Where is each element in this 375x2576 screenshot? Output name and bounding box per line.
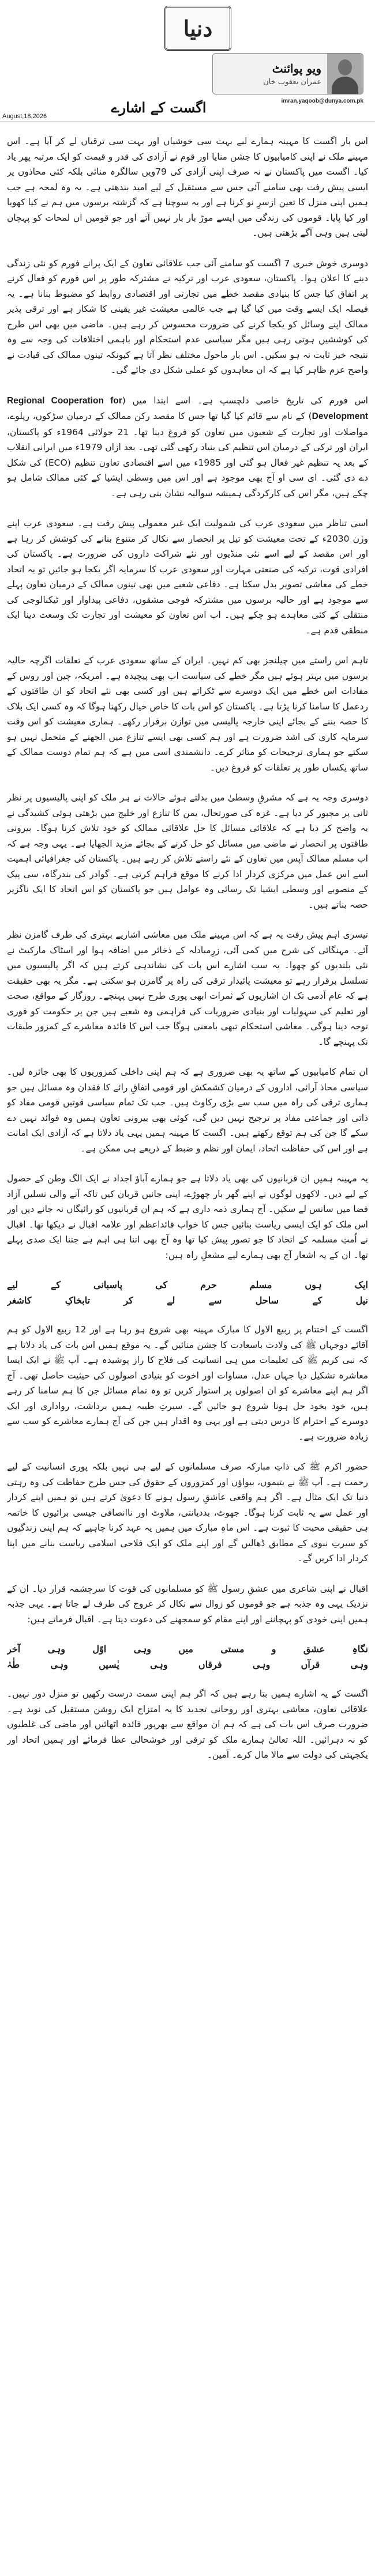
paragraph-3-body: کے نام سے قائم کیا گیا تھا جس کا مقصد رکن ممالک کے درمیان سڑکوں، ریلوے، مواصلات اور تجارت کے شعبوں میں تعاون کو فروغ دینا تھا۔ 21 جولائی 1964ء کو پاکستان، ایران اور ترکی کے درمیان اس تنظیم کی بنیاد رکھی گئی تھی۔ بعد ازاں 1979ء میں ایرانی انقلاب کے بعد یہ تنظیم غیر فعال ہو گئی اور 1985ء میں اسے اقتصادی تعاون تنظیم (ECO) کی شکل دے دی گئی۔ ای سی او آج بھی موجود ہے اور اس میں وسطی ایشیا کے کئی ممالک شامل ہو چکے ہیں، مگر اس کی کارکردگی ہمیشہ سوالیہ نشان بنی رہی ہے۔ bbox=[7, 411, 368, 498]
masthead bbox=[0, 0, 375, 122]
author-email[interactable]: imran.yaqoob@dunya.com.pk bbox=[281, 98, 363, 104]
article-paragraph-11: حضور اکرم ﷺ کی ذاتِ مبارکہ صرف مسلمانوں کے لیے ہی نہیں بلکہ پوری انسانیت کے لیے رحمت ہے۔ آپ ﷺ نے یتیموں، بیواؤں اور کمزوروں کے حقوق کی جس طرح حفاظت کی وہ رہتی دنیا تک ایک مثال ہے۔ اگر ہم واقعی عاشقِ رسول ہونے کا دعویٰ کرتے ہیں تو ہمیں اپنے کردار اور عمل سے یہ ثابت کرنا ہوگا۔ جھوٹ، بددیانتی، ملاوٹ اور ناانصافی جیسی برائیوں کا خاتمہ ہی حقیقی محبت کا ثبوت ہے۔ اس ماہِ مبارک میں ہمیں یہ عہد کرنا چاہیے کہ ہم اپنی زندگیوں کو سیرتِ نبوی کے مطابق ڈھالیں گے اور اپنے ملک کو ایک فلاحی اسلامی ریاست بنانے میں اپنا کردار ادا کریں گے۔ bbox=[7, 1461, 368, 1563]
article-paragraph-9: یہ مہینہ ہمیں ان قربانیوں کی بھی یاد دلاتا ہے جو ہمارے آباؤ اجداد نے ایک الگ وطن کے حصول کے لیے دیں۔ لاکھوں لوگوں نے اپنے گھر بار چھوڑے، اپنی جانیں قربان کیں تاکہ آنے والی نسلیں آزاد فضا میں سانس لے سکیں۔ آج ہماری ذمہ داری ہے کہ ہم ان قربانیوں کو رائیگاں نہ جانے دیں اور اس ملک کو ایک ایسی ریاست بنائیں جس کا خواب قائداعظم اور علامہ اقبال نے دیکھا تھا۔ اقبال نے اُمتِ مسلمہ کے اتحاد کا جو تصور پیش کیا تھا وہ آج بھی اتنا ہی اہم ہے جتنا ایک صدی پہلے تھا۔ ان کے یہ اشعار آج بھی ہمارے لیے مشعلِ راہ ہیں: bbox=[7, 1173, 368, 1260]
rcd-english-name: Regional Cooperation for Development bbox=[7, 395, 368, 421]
verse-line-1: ایک ہوں مسلم حرم کی پاسبانی کے لیے bbox=[7, 1279, 368, 1290]
article-paragraph-6: دوسری وجہ یہ ہے کہ مشرقِ وسطیٰ میں بدلتے ہوئے حالات نے ہر ملک کو اپنی پالیسیوں پر نظر ثانی پر مجبور کر دیا ہے۔ غزہ کی صورتحال، یمن کا تنازع اور خلیج میں بڑھتی ہوئی کشیدگی نے یہ واضح کر دیا ہے کہ علاقائی مسائل کا حل علاقائی ممالک کو خود تلاش کرنا ہوگا۔ بیرونی طاقتوں پر انحصار نے ماضی میں مسائل کو حل کرنے کے بجائے مزید الجھایا ہے۔ یہی وجہ ہے کہ اب مسلم ممالک آپس میں تعاون کے نئے راستے تلاش کر رہے ہیں۔ پاکستان کی جغرافیائی اہمیت اسے اس عمل میں مرکزی کردار ادا کرنے کا موقع فراہم کرتی ہے۔ گوادر کی بندرگاہ، سی پیک کے منصوبے اور وسطی ایشیا تک رسائی وہ عوامل ہیں جو پاکستان کو اس اتحاد کا ایک ناگزیر حصہ بناتے ہیں۔ bbox=[7, 792, 368, 910]
verse-block-2 bbox=[7, 1642, 368, 1672]
article-paragraph-4: اسی تناظر میں سعودی عرب کی شمولیت ایک غیر معمولی پیش رفت ہے۔ سعودی عرب اپنے وژن 2030ء کے تحت معیشت کو تیل پر انحصار سے نکال کر متنوع بنانے کی کوشش کر رہا ہے اور اس مقصد کے لیے اسے نئی منڈیوں اور نئے شراکت داروں کی ضرورت ہے۔ پاکستان کی افرادی قوت، ترکیہ کی صنعتی مہارت اور سعودی عرب کا سرمایہ اگر یکجا ہو جائیں تو یہ اتحاد خطے کی معاشی تصویر بدل سکتا ہے۔ دفاعی شعبے میں بھی تینوں ممالک کے درمیان تعاون پہلے سے موجود ہے اور حالیہ برسوں میں مشترکہ فوجی مشقوں، دفاعی پیداوار اور ٹیکنالوجی کی منتقلی کے کئی معاہدے ہو چکے ہیں۔ اب اس تعاون کو معیشت اور تجارت تک وسعت دینا ایک منطقی قدم ہے۔ bbox=[7, 518, 368, 636]
verse-line-3: نگاہِ عشق و مستی میں وہی اوّل وہی آخر bbox=[7, 1644, 368, 1655]
author-photo-head bbox=[338, 59, 352, 75]
article-paragraph-12: اقبال نے اپنی شاعری میں عشقِ رسول ﷺ کو مسلمانوں کی قوت کا سرچشمہ قرار دیا۔ ان کے نزدیک یہی وہ جذبہ ہے جو قوموں کو زوال سے نکال کر عروج کی طرف لے جاتا ہے۔ یہی جذبہ ہمیں اپنی خودی کو پہچاننے اور اپنے مقام کو سمجھنے کی دعوت دیتا ہے۔ اقبال فرماتے ہیں: bbox=[7, 1583, 368, 1625]
author-name: عمران یعقوب خان bbox=[263, 77, 321, 86]
article-paragraph-8: ان تمام کامیابیوں کے ساتھ یہ بھی ضروری ہے کہ ہم اپنی داخلی کمزوریوں کا بھی جائزہ لیں۔ سیاسی محاذ آرائی، اداروں کے درمیان کشمکش اور قومی اتفاقِ رائے کا فقدان وہ مسائل ہیں جو ہماری ترقی کی راہ میں سب سے بڑی رکاوٹ ہیں۔ جب تک تمام سیاسی قوتیں قومی مفاد کو ذاتی اور جماعتی مفاد پر ترجیح نہیں دیں گی، کوئی بھی بیرونی تعاون ہمیں وہ فوائد نہیں دے سکے گا جن کی ہم توقع رکھتے ہیں۔ اگست کا مہینہ ہمیں یہی یاد دلاتا ہے کہ آزادی ایک امانت ہے اور اس کی حفاظت اتحاد، ایمان اور نظم و ضبط کے ذریعے ہی ممکن ہے۔ bbox=[7, 1067, 368, 1154]
author-photo-shoulders bbox=[332, 77, 358, 94]
article-paragraph-2: دوسری خوش خبری 7 اگست کو سامنے آئی جب علاقائی تعاون کے ایک پرانے فورم کو نئی زندگی دینے کا اعلان ہوا۔ پاکستان، سعودی عرب اور ترکیہ نے مشترکہ طور پر اس فورم کو فعال کرنے پر اتفاق کیا جس کا بنیادی مقصد خطے میں تجارتی اور اقتصادی روابط کو مضبوط بنانا ہے۔ یہ فیصلہ ایک ایسے وقت میں کیا گیا ہے جب عالمی معیشت غیر یقینی کا شکار ہے اور ترقی پذیر ممالک اپنے وسائل کو یکجا کرنے کی ضرورت محسوس کر رہے ہیں۔ ماضی میں بھی اس طرح کی کوششیں ہوتی رہی ہیں مگر سیاسی عدم استحکام اور باہمی اختلافات کی وجہ سے وہ نتیجہ خیز ثابت نہ ہو سکیں۔ اس بار ماحول مختلف نظر آتا ہے کیونکہ تینوں ممالک کی قیادت نے واضح عزم ظاہر کیا ہے کہ ان معاہدوں کو عملی شکل دی جائے گی۔ bbox=[7, 258, 368, 375]
verse-block-1 bbox=[7, 1278, 368, 1308]
publication-date: August,18,2026 bbox=[2, 113, 47, 120]
article-body bbox=[7, 134, 368, 2569]
article-paragraph-3: اس فورم کی تاریخ خاصی دلچسپ ہے۔ اسے ابتدا میں (Regional Cooperation for Development) کے نام سے قائم کیا گیا تھا جس کا مقصد رکن ممالک کے درمیان سڑکوں، ریلوے، مواصلات اور تجارت کے شعبوں میں تعاون کو فروغ دینا تھا۔ 21 جولائی 1964ء کو پاکستان، ایران اور ترکی کے درمیان اس تنظیم کی بنیاد رکھی گئی تھی۔ بعد ازاں 1979ء میں ایرانی انقلاب کے بعد یہ تنظیم غیر فعال ہو گئی اور 1985ء میں اسے اقتصادی تعاون تنظیم (ECO) کی شکل دے دی گئی۔ ای سی او آج بھی موجود ہے اور اس میں وسطی ایشیا کے کئی ممالک شامل ہو چکے ہیں، مگر اس کی کارکردگی ہمیشہ سوالیہ نشان بنی رہی ہے۔ bbox=[7, 395, 368, 498]
article-paragraph-10: اگست کے اختتام پر ربیع الاول کا مبارک مہینہ بھی شروع ہو رہا ہے اور 12 ربیع الاول کو ہم آقائے دوجہاں ﷺ کی ولادت باسعادت کا جشن منائیں گے۔ یہ موقع ہمیں اس بات کی یاد دلاتا ہے کہ نبی کریم ﷺ کی تعلیمات میں ہی انسانیت کی فلاح کا راز پوشیدہ ہے۔ آپ ﷺ نے ایک ایسا معاشرہ تشکیل دیا جہاں عدل، مساوات اور اخوت کو بنیادی اصولوں کی حیثیت حاصل تھی۔ آج اگر ہم اپنے معاشرے کو ان اصولوں پر استوار کریں تو وہ تمام مسائل جن کا ہم سامنا کر رہے ہیں، خود بخود حل ہونا شروع ہو جائیں گے۔ سیرتِ طیبہ ہمیں برداشت، رواداری اور ایک دوسرے کے احترام کا درس دیتی ہے اور یہی وہ اقدار ہیں جن کی آج ہمارے معاشرے کو سب سے زیادہ ضرورت ہے۔ bbox=[7, 1324, 368, 1442]
article-headline: اگست کے اشارے bbox=[111, 99, 207, 116]
article-paragraph-7: تیسری اہم پیش رفت یہ ہے کہ اس مہینے ملک میں معاشی اشاریے بہتری کی طرف گامزن نظر آئے۔ مہنگائی کی شرح میں کمی آئی، زرِمبادلہ کے ذخائر میں اضافہ ہوا اور اسٹاک مارکیٹ نے نئی بلندیوں کو چھوا۔ یہ سب اشارے اس بات کی نشاندہی کرتے ہیں کہ اگر پالیسیوں میں تسلسل برقرار رہے تو معیشت پائیدار ترقی کی راہ پر گامزن ہو سکتی ہے۔ مگر یہ بھی حقیقت ہے کہ عام آدمی تک ان اشاریوں کے ثمرات ابھی پوری طرح نہیں پہنچے۔ روزگار کے مواقع، صحت اور تعلیم کی سہولیات اور بنیادی ضروریات کی فراہمی وہ شعبے ہیں جن پر حکومت کو فوری توجہ دینا ہوگی۔ معاشی استحکام تبھی بامعنی ہوگا جب اس کا فائدہ معاشرے کے کمزور طبقات تک پہنچے گا۔ bbox=[7, 930, 368, 1047]
verse-line-2: نیل کے ساحل سے لے کر تابخاکِ کاشغر bbox=[7, 1294, 368, 1306]
columnist-card bbox=[212, 53, 363, 95]
paragraph-3-lead: اس فورم کی تاریخ خاصی دلچسپ ہے۔ اسے ابتدا میں bbox=[132, 395, 368, 406]
article-paragraph-1: اس بار اگست کا مہینہ ہمارے لیے بہت سی خوشیاں اور بہت سی ترقیاں لے کر آیا ہے۔ اس مہینے ملک نے اپنی کامیابیوں کا جشن منایا اور قوم نے آزادی کی قدر و قیمت کو ایک مرتبہ پھر یاد کیا۔ اگست میں پاکستان نے نہ صرف اپنی آزادی کی 79ویں سالگرہ منائی بلکہ کئی محاذوں پر ایسی پیش رفت بھی سامنے آئی جس سے مستقبل کے لیے امید بندھتی ہے۔ یہ وہ لمحہ ہے جب ہمیں اپنی منزل کا تعین ازسرِ نو کرنا ہے اور یہ سوچنا ہے کہ گزشتہ برسوں میں ہم نے کیا کھویا اور کیا پایا۔ قوموں کی زندگی میں ایسے موڑ بار بار نہیں آتے اور جو قومیں ان لمحات کو پہچان لیتی ہیں وہی آگے بڑھتی ہیں۔ bbox=[7, 136, 368, 238]
columnist-names bbox=[213, 62, 327, 86]
column-name: ویو پوائنٹ bbox=[272, 61, 321, 75]
article-paragraph-5: تاہم اس راستے میں چیلنجز بھی کم نہیں۔ ایران کے ساتھ سعودی عرب کے تعلقات اگرچہ حالیہ برسوں میں بہتر ہوئے ہیں مگر خطے کی سیاست اب بھی پیچیدہ ہے۔ امریکہ، چین اور روس کے مفادات اس خطے میں ایک دوسرے سے ٹکراتے ہیں اور کسی بھی نئے اتحاد کو ان طاقتوں کے ردعمل کا سامنا کرنا پڑتا ہے۔ پاکستان کو اس بات کا خاص خیال رکھنا ہوگا کہ وہ کسی ایک بلاک کا حصہ بننے کے بجائے اپنی خارجہ پالیسی میں توازن برقرار رکھے۔ ہماری معیشت کو اس وقت سرمایہ کاری کی اشد ضرورت ہے اور ہم کسی بھی ایسے تنازع میں الجھنے کے متحمل نہیں ہو سکتے جو ہماری ترجیحات کو متاثر کرے۔ دانشمندی اسی میں ہے کہ ہم تمام دوست ممالک کے ساتھ یکساں طور پر تعلقات کو فروغ دیں۔ bbox=[7, 655, 368, 773]
newspaper-logo-text: دنیا bbox=[183, 15, 213, 41]
verse-line-4: وہی قرآں وہی فرقاں وہی یٰسیں وہی طٰہٰ bbox=[7, 1659, 368, 1670]
article-paragraph-13: اگست کے یہ اشارے ہمیں بتا رہے ہیں کہ اگر ہم اپنی سمت درست رکھیں تو منزل دور نہیں۔ علاقائی تعاون، معاشی بہتری اور روحانی تجدید کا یہ امتزاج ایک روشن مستقبل کی نوید ہے۔ ضرورت صرف اس بات کی ہے کہ ہم ان مواقع سے بھرپور فائدہ اٹھائیں اور ماضی کی غلطیوں کو نہ دہرائیں۔ اللہ تعالیٰ ہمارے ملک کو ترقی اور خوشحالی عطا فرمائے اور ہمیں اتحاد اور یکجہتی کی دولت سے مالا مال کرے۔ آمین۔ bbox=[7, 1689, 368, 1760]
newspaper-logo bbox=[164, 6, 231, 51]
author-photo bbox=[327, 54, 363, 94]
